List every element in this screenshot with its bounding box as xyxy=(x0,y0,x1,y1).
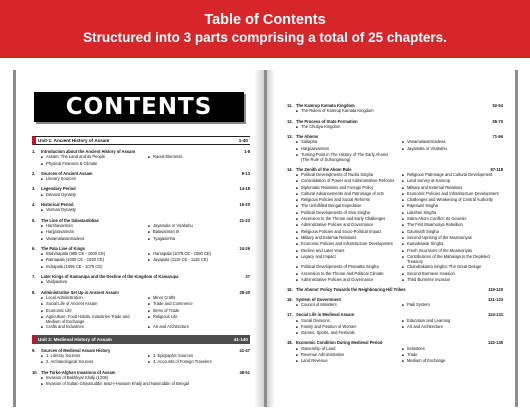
left-page xyxy=(16,70,264,407)
topic-text: Literary Sources xyxy=(46,176,76,182)
chapter-entry xyxy=(32,149,250,167)
chapter-entry xyxy=(32,246,250,270)
topic-text: The Unfulfilled Bengal Expedition xyxy=(301,203,362,209)
topic-text: Diplomatic Relations and Foreign Policy xyxy=(301,184,374,190)
contents-heading: CONTENTS xyxy=(34,92,244,122)
topic-item xyxy=(402,358,503,364)
topic-item xyxy=(41,314,143,325)
topic-item xyxy=(148,257,250,263)
chapter-pages: 41-47 xyxy=(239,347,250,353)
topic-text: Contributions of the Maharaja to the Depleted Treasury xyxy=(407,253,490,265)
chapter-number: 4. xyxy=(32,202,36,208)
topic-item xyxy=(41,381,250,387)
toc-right xyxy=(267,103,515,365)
topic-text: Second Uprising of the Moamoriyas xyxy=(407,234,472,240)
topic-text: Trade and Commerce xyxy=(153,301,193,307)
topic-text: Harshavarman xyxy=(46,222,73,228)
topic-text: Religious Policies and Social Reforms xyxy=(301,197,370,203)
chapter-title: System of Government xyxy=(296,296,341,302)
topic-text: Jayamala or Virabahu xyxy=(407,145,447,151)
chapter-entry xyxy=(287,134,503,162)
topic-text: 2. Archaeological Sources xyxy=(46,359,94,365)
topic-text: Ratnapala (1000 CE - 1030 CE) xyxy=(46,257,105,263)
chapter-number: 2. xyxy=(32,170,36,176)
topic-text: 4. Accounts of Foreign Travelers xyxy=(153,359,212,365)
topic-text: Fresh Incursions of the Moamoriyas xyxy=(407,247,473,253)
topic-text: Satra-Ahom Conflict: Its Genesis xyxy=(407,216,467,222)
topic-text: 3. Epigraphic Sources xyxy=(153,353,194,359)
topic-text: Challenges and Weakening of Central Authority xyxy=(407,197,493,203)
chapter-title: Historical Period xyxy=(41,202,74,208)
topic-text: Turning Point in The History of The Early Ahoms (The Rule of Suhungmung) xyxy=(301,152,389,163)
topic-item xyxy=(148,324,250,330)
topic-text: Land Survey at Kamrup xyxy=(407,178,451,184)
topic-text: Military and External Relations xyxy=(407,184,463,190)
topic-text: Vaidyadeva xyxy=(46,279,68,285)
chapter-entry xyxy=(32,290,250,331)
topic-text: Invasion of Bakhtiyar Khalji (1206) xyxy=(46,374,109,380)
chapter-number: 16. xyxy=(287,296,293,302)
topic-text: Assam: The Land and its People xyxy=(46,154,106,160)
chapter-entry xyxy=(287,119,503,131)
topic-text: 1. Literary Sources xyxy=(46,353,81,359)
chapter-list xyxy=(32,149,250,331)
topic-text: Physical Features & Climate xyxy=(46,160,98,166)
topic-text: The Chutiya Kingdom xyxy=(301,123,341,129)
chapter-number: 1. xyxy=(32,149,36,154)
chapter-title: Sources of Ancient Assam xyxy=(41,170,93,176)
topic-text: Brahmapala (985 CE - 1000 CE) xyxy=(46,251,106,257)
chapter-pages: 119-120 xyxy=(488,287,503,293)
chapter-number: 5. xyxy=(32,217,36,223)
topic-text: Ascension to the Throne and Early Challenges xyxy=(301,216,386,222)
topic-item xyxy=(402,324,503,330)
topic-text: Decline and Later Years xyxy=(301,247,345,253)
chapter-title: Sources of Medieval Assam History xyxy=(41,347,111,353)
topic-text: Medium of Exchange xyxy=(407,358,446,364)
chapter-pages: 132-135 xyxy=(487,340,503,346)
topic-text: Games, Sports, and Festivals xyxy=(301,330,355,336)
unit-header xyxy=(32,136,250,145)
topic-text: Paik System xyxy=(407,301,430,307)
topic-text: Second Burmese Invasion xyxy=(407,270,455,276)
chapter-pages: 55-70 xyxy=(492,118,503,124)
topic-text: Administrative Policies and Governance xyxy=(301,277,374,283)
topic-item xyxy=(41,264,143,270)
topic-item xyxy=(41,324,143,330)
topic-text: Social Life of Ancient Assam xyxy=(46,301,98,307)
chapter-topics xyxy=(32,192,250,198)
chapter-title: The Process of State Formation xyxy=(296,118,358,124)
chapter-number: 10. xyxy=(32,369,38,375)
chapter-title: The Ahoms' Policy Towards the Neighbouring Hill Tribes xyxy=(296,287,406,293)
book-spread xyxy=(13,70,518,407)
chapter-topics xyxy=(287,139,503,162)
topic-text: Balavarman III xyxy=(153,229,180,235)
chapter-number: 11. xyxy=(287,103,293,108)
chapter-list xyxy=(32,348,250,388)
chapter-entry xyxy=(287,167,503,284)
chapter-pages: 121-123 xyxy=(487,296,503,302)
chapter-entry xyxy=(32,274,250,286)
topic-item xyxy=(41,192,250,198)
topic-text: Legacy and Impact xyxy=(301,253,336,259)
chapter-title: Social Life in Medieval Assam xyxy=(296,312,355,318)
topic-item xyxy=(402,254,503,265)
chapter-topics xyxy=(287,124,503,130)
chapter-topics xyxy=(32,176,250,182)
topic-text: Family and Position of Women xyxy=(301,323,357,329)
chapter-title: The Line of the Salastambhas xyxy=(41,217,99,223)
unit-pages: 1-40 xyxy=(238,138,248,143)
topic-text: Art and Architecture xyxy=(153,324,189,330)
topic-text: Vanamalavarmadeva xyxy=(407,139,446,145)
topic-item xyxy=(402,277,503,283)
chapter-pages: 1-8 xyxy=(244,149,250,154)
topic-text: Industries xyxy=(407,345,425,351)
topic-text: Ascension to the Throne and Political Climate xyxy=(301,270,384,276)
topic-text: Jayapala (1115 CE - 1125 CE) xyxy=(153,257,208,263)
topic-text: Trade xyxy=(407,351,418,357)
topic-item xyxy=(296,277,397,283)
chapter-title: The Turko-Afghan Invasions of Assam xyxy=(41,369,116,375)
chapter-pages: 27 xyxy=(245,274,250,280)
chapter-title: Introduction about the Ancient History of Assam xyxy=(41,149,136,154)
chapter-topics xyxy=(32,279,250,285)
topic-item xyxy=(296,152,397,163)
chapter-pages: 24-26 xyxy=(239,245,250,251)
header-banner xyxy=(0,0,530,58)
unit-label: Unit-1: Ancient History of Assam xyxy=(38,138,110,143)
chapter-number: 17. xyxy=(287,312,293,318)
chapter-entry xyxy=(32,202,250,214)
topic-text: Consolidation of Power and Administrative Reforms xyxy=(301,178,395,184)
topic-text: Harsapala (1075 CE - 1090 CE) xyxy=(153,251,212,257)
topic-text: Indrapala (1055 CE - 1075 CE) xyxy=(46,263,103,269)
chapter-title: Legendary Period xyxy=(41,186,76,192)
topic-text: Third Burmese Invasion xyxy=(407,277,451,283)
chapter-pages: 28-40 xyxy=(239,289,250,295)
topic-text: Items of Trade xyxy=(153,307,180,313)
chapter-pages: 9-13 xyxy=(241,170,250,176)
topic-text: Agriculture, Food Habits, Industries Trade and Medium of Exchange xyxy=(46,313,130,325)
topic-text: Varman Dynasty xyxy=(46,207,76,213)
topic-item xyxy=(296,358,397,364)
topic-text: Economic Policies and Infrastructure Development xyxy=(407,190,499,196)
topic-text: The First Moamoriya Rebellion xyxy=(407,222,463,228)
chapter-title: Economic Condition During Medieval Period xyxy=(296,340,383,346)
chapter-pages: 21-23 xyxy=(239,217,250,223)
chapter-entry xyxy=(32,370,250,388)
topic-text: Land Revenue xyxy=(301,358,328,364)
topic-text: Art and Architecture xyxy=(407,323,443,329)
chapter-pages: 16-20 xyxy=(239,202,250,208)
chapter-topics xyxy=(287,302,503,308)
topic-item xyxy=(402,146,503,152)
chapter-number: 18. xyxy=(287,340,293,346)
chapter-pages: 48-51 xyxy=(239,369,250,375)
right-page xyxy=(267,70,515,407)
topic-item xyxy=(41,359,143,365)
topic-item xyxy=(41,236,143,242)
topic-text: Chandrakanta Singha: The Great Deluge xyxy=(407,264,482,270)
topic-text: The Rulers of Kamrup Kamata Kingdom xyxy=(301,108,374,114)
topic-item xyxy=(296,108,503,114)
chapter-title: The Kamrup Kamata Kingdom xyxy=(296,103,355,108)
topic-item xyxy=(402,302,503,308)
topic-item xyxy=(148,154,250,160)
topic-text: Racial Elements xyxy=(153,154,183,160)
chapter-topics xyxy=(32,295,250,331)
topic-text: Revenue Administration xyxy=(301,351,345,357)
chapter-entry xyxy=(287,287,503,292)
topic-text: Education and Learning xyxy=(407,317,451,323)
topic-text: Jayamala or Virabahu xyxy=(153,222,193,228)
chapter-number: 14. xyxy=(287,166,293,172)
chapter-title: The Zenith of the Ahom Rule xyxy=(296,166,352,172)
chapter-topics xyxy=(32,251,250,270)
unit-label: Unit 2: Medieval History of Assam xyxy=(38,336,112,342)
chapter-title: The Ahoms xyxy=(296,134,319,140)
chapter-number: 3. xyxy=(32,186,36,192)
chapter-topics xyxy=(32,375,250,388)
chapter-number: 6. xyxy=(32,245,36,251)
topic-text: Military and External Relations xyxy=(301,234,357,240)
chapter-entry xyxy=(32,186,250,198)
topic-text: Gaurinath Singha xyxy=(407,228,439,234)
chapter-topics xyxy=(287,108,503,114)
chapter-list xyxy=(287,103,503,365)
topic-item xyxy=(296,302,397,308)
chapter-topics xyxy=(32,353,250,366)
topic-text: Political Developments of Siva Singha xyxy=(301,209,370,215)
topic-text: Local Administration xyxy=(46,294,83,300)
topic-text: Ownership of Land xyxy=(301,345,336,351)
topic-text: Religious Patronage and Cultural Development xyxy=(407,171,493,177)
chapter-pages: 14-15 xyxy=(239,186,250,192)
topic-item xyxy=(148,236,250,242)
topic-text: Crafts and Industries xyxy=(46,324,84,330)
banner-title: Table of Contents xyxy=(204,12,326,28)
topic-item xyxy=(41,279,250,285)
chapter-number: 12. xyxy=(287,118,293,124)
topic-text: Religious Life xyxy=(153,313,178,319)
topic-text: Harjjaravarman xyxy=(46,229,74,235)
topic-text: Minor Crafts xyxy=(153,294,176,300)
topic-item xyxy=(296,330,397,336)
topic-item xyxy=(41,161,143,167)
chapter-entry xyxy=(287,297,503,309)
topic-item xyxy=(148,314,250,325)
chapter-number: 8. xyxy=(32,289,36,295)
chapter-topics xyxy=(287,172,503,283)
topic-text: Sukapha xyxy=(301,139,318,145)
topic-item xyxy=(296,254,397,265)
topic-item xyxy=(296,124,503,130)
topic-text: Political Developments of Rudra Singha xyxy=(301,171,374,177)
chapter-heading xyxy=(287,287,503,292)
chapter-entry xyxy=(287,340,503,364)
topic-text: Harjjaravarman xyxy=(301,145,329,151)
topic-item xyxy=(41,176,250,182)
chapter-title: Later Kings of Kamarupa and the Decline of the Kingdom of Kamarupa xyxy=(41,274,179,280)
topic-text: Political Developments of Pramatta Singha xyxy=(301,264,379,270)
topic-text: Danava Dynasty xyxy=(46,191,77,197)
chapter-topics xyxy=(287,346,503,365)
topic-text: Social Divisions xyxy=(301,317,330,323)
chapter-number: 9. xyxy=(32,347,36,353)
topic-text: Council of Ministers xyxy=(301,301,337,307)
chapter-entry xyxy=(32,348,250,366)
topic-text: Invasion of Sultan Ghiyasuddin Iwaz-I-Hussain Khalji and Nasiruddin of Bengal xyxy=(46,381,189,387)
chapter-entry xyxy=(32,218,250,242)
topic-text: Economic Policies and Infrastructure Development xyxy=(301,241,393,247)
chapter-entry xyxy=(32,171,250,183)
chapter-topics xyxy=(32,154,250,167)
chapter-number: 15. xyxy=(287,287,293,293)
chapter-pages: 71-96 xyxy=(492,134,503,140)
topic-text: Kamaleswar Singha xyxy=(407,241,444,247)
topic-item xyxy=(41,207,250,213)
unit-header xyxy=(32,335,250,344)
unit-pages: 41-140 xyxy=(233,336,248,342)
chapter-pages: 124-131 xyxy=(487,312,503,318)
banner-subtitle: Structured into 3 parts comprising a total of 25 chapters. xyxy=(83,30,447,45)
chapter-entry xyxy=(287,312,503,336)
chapter-topics xyxy=(32,207,250,213)
topic-text: Lakshmi Singha xyxy=(407,209,437,215)
chapter-number: 7. xyxy=(32,274,36,280)
topic-item xyxy=(148,359,250,365)
topic-text: Religious Policies and Socio-Political Impact xyxy=(301,228,382,234)
chapter-pages: 97-118 xyxy=(490,166,503,172)
topic-text: Tyagasimha xyxy=(153,235,176,241)
topic-text: Cultural Advancements and Patronage of Arts xyxy=(301,190,384,196)
chapter-title: The Pala Line of Kings xyxy=(41,245,85,251)
toc-left xyxy=(16,136,264,388)
topic-text: Rajeswar Singha xyxy=(407,203,438,209)
chapter-topics xyxy=(287,318,503,337)
topic-text: Vanamalavarmadeva xyxy=(46,235,85,241)
chapter-number: 13. xyxy=(287,134,293,140)
chapter-pages: 52-54 xyxy=(492,103,503,108)
chapter-topics xyxy=(32,223,250,242)
chapter-entry xyxy=(287,103,503,115)
chapter-title: Administrative Set Up in Ancient Assam xyxy=(41,289,119,295)
topic-text: Economic Life xyxy=(46,307,72,313)
topic-text: Administrative Policies and Governance xyxy=(301,222,374,228)
